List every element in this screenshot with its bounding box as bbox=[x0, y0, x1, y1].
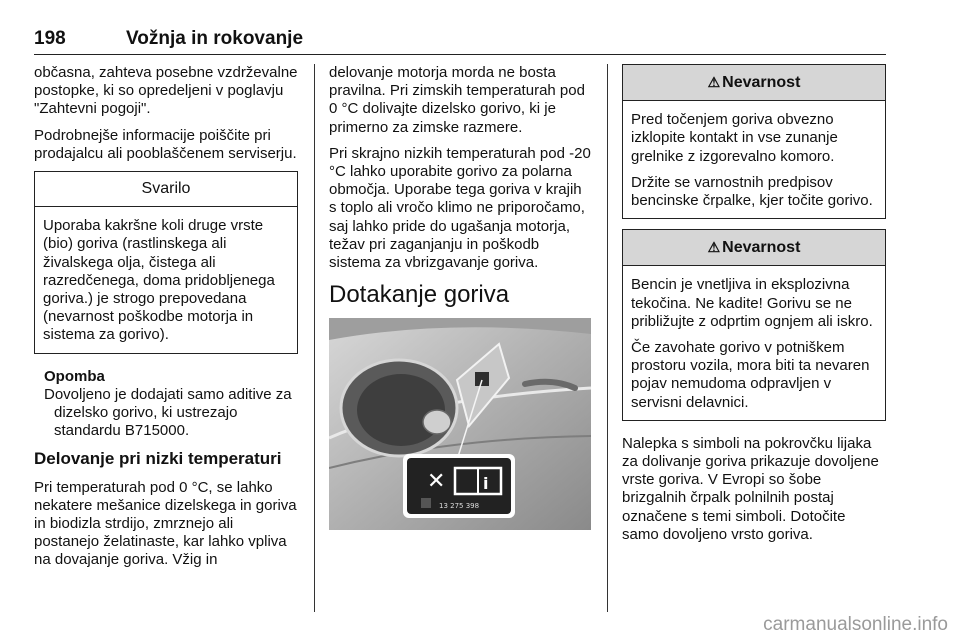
danger-box bbox=[622, 64, 886, 219]
danger-body bbox=[623, 101, 885, 218]
paragraph: Pri skrajno nizkih temperaturah pod -20 °C lahko uporabite gorivo za polarna območja. Uporabe tega goriva v krajih s toplo ali vročo klimo ne priporočamo, saj lahko pride do ugašanja motorja, težav pri zaganjanju in poškodb sistema za vbrizgavanje goriva. bbox=[329, 144, 591, 272]
column-1 bbox=[34, 64, 298, 578]
danger-title-text: Nevarnost bbox=[722, 74, 801, 91]
danger-text: Če zavohate gorivo v potniškem prostoru vozila, mora biti ta nevaren pojav nemudoma odpravljen v servisni delavnici. bbox=[631, 339, 870, 411]
danger-text: Pred točenjem goriva obvezno izklopite kontakt in vse zunanje grelnike z izgorevalno komoro. bbox=[631, 111, 838, 165]
danger-text: Držite se varnostnih predpisov bencinske črpalke, kjer točite gorivo. bbox=[631, 173, 873, 210]
warning-triangle-icon: ⚠ bbox=[707, 239, 721, 256]
danger-title-text: Nevarnost bbox=[722, 239, 801, 257]
chapter-title: Vožnja in rokovanje bbox=[126, 28, 304, 49]
paragraph: Nalepka s simboli na pokrovčku lijaka za dolivanje goriva prikazuje dovoljene vrste goriva. V Evropi so šobe brizgalnih črpalk polnilnih postaj označene s temi simboli. Dotočite samo dovoljeno vrsto goriva. bbox=[622, 434, 879, 543]
column-divider bbox=[607, 64, 608, 612]
paragraph: Podrobnejše informacije poiščite pri prodajalcu ali pooblaščenem serviserju. bbox=[34, 126, 297, 162]
fuel-nozzle-icon: ✕ bbox=[427, 469, 446, 495]
watermark: carmanualsonline.info bbox=[763, 614, 948, 635]
fuel-filler-figure bbox=[329, 318, 591, 530]
info-icon: i bbox=[483, 474, 489, 494]
danger-body bbox=[623, 266, 885, 419]
warning-triangle-icon: ⚠ bbox=[707, 74, 721, 90]
danger-box bbox=[622, 229, 886, 421]
column-3 bbox=[622, 64, 886, 552]
note bbox=[44, 368, 298, 441]
danger-text: Bencin je vnetljiva in eksplozivna tekočina. Ne kadite! Gorivu se ne približujte z odprtim ognjem ali iskro. bbox=[631, 276, 873, 330]
caution-box bbox=[34, 171, 298, 354]
fuel-filler-illustration bbox=[329, 318, 591, 530]
caution-body bbox=[35, 207, 297, 352]
danger-title bbox=[623, 65, 885, 101]
page-header bbox=[34, 28, 886, 55]
paragraph: občasna, zahteva posebne vzdrževalne postopke, ki so opredeljeni v poglavju "Zahtevni pogoji". bbox=[34, 64, 298, 118]
page-number: 198 bbox=[34, 28, 66, 49]
note-title: Opomba bbox=[44, 367, 105, 385]
figure-code: 13 275 398 bbox=[439, 502, 480, 511]
caution-text: Uporaba kakršne koli druge vrste (bio) goriva (rastlinskega ali živalskega olja, čistega ali razredčenega, doma pridobljenega goriva.) je strogo prepovedana (nevarnost poškodbe motorja in sistema za gorivo). bbox=[43, 217, 275, 344]
paragraph: Pri temperaturah pod 0 °C, se lahko nekatere mešanice dizelskega in goriva in biodizla strdijo, zmrznejo ali postanejo želatinaste, kar lahko vpliva na dovajanje goriva. Vžig in bbox=[34, 478, 297, 569]
column-divider bbox=[314, 64, 315, 612]
column-2 bbox=[329, 64, 591, 530]
note-text: Dovoljeno je dodajati samo aditive za dizelsko gorivo, ki ustrezajo standardu B715000. bbox=[44, 385, 292, 440]
subheading: Delovanje pri nizki temperaturi bbox=[34, 449, 282, 469]
paragraph: delovanje motorja morda ne bosta pravilna. Pri zimskih temperaturah pod 0 °C dolivajte dizelsko gorivo, ki je primerno za zimske razmere. bbox=[329, 64, 585, 136]
danger-title bbox=[623, 230, 885, 266]
caution-title: Svarilo bbox=[35, 172, 297, 207]
section-heading: Dotakanje goriva bbox=[329, 281, 510, 309]
